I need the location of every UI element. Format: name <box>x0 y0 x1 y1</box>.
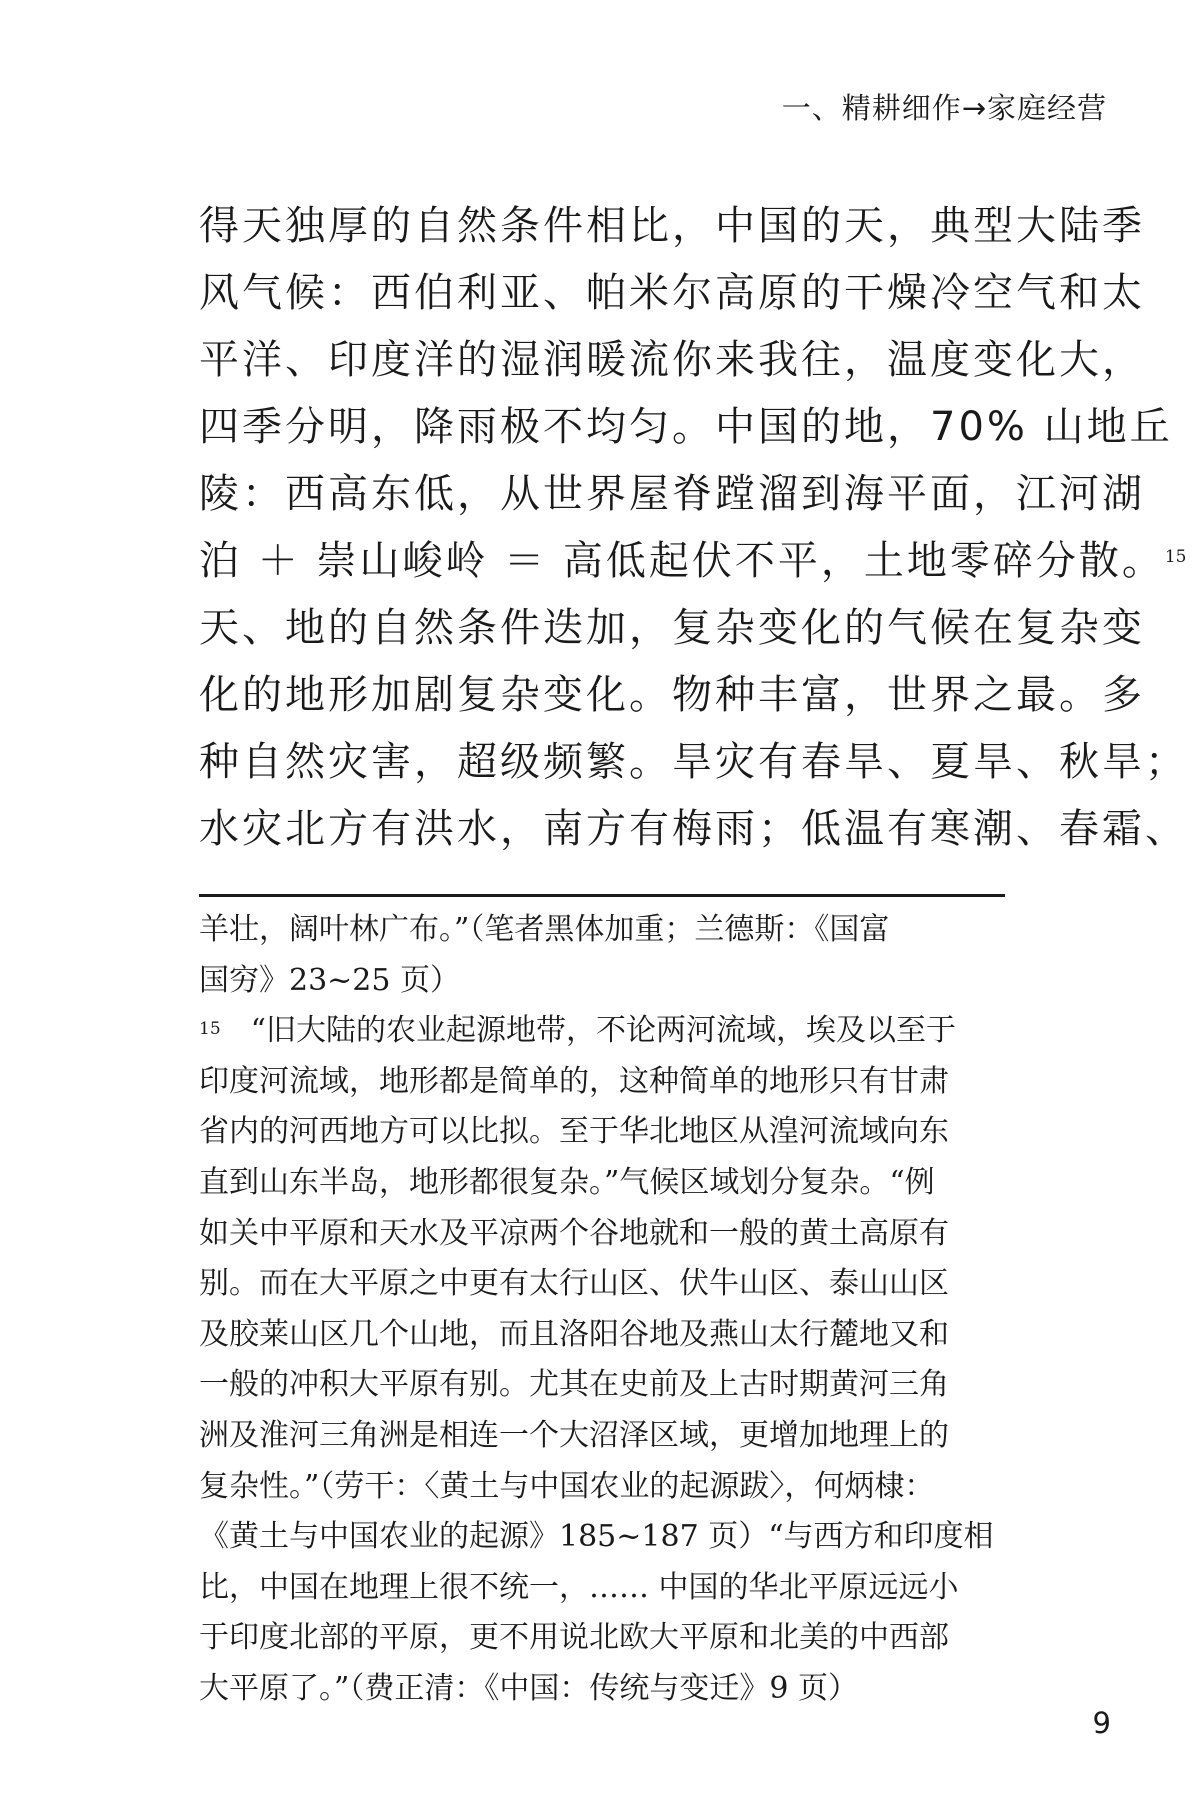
body-line: 化的地形加剧复杂变化。物种丰富，世界之最。多 <box>199 672 1145 718</box>
footnote-line: 印度河流域，地形都是简单的，这种简单的地形只有甘肃 <box>199 1063 949 1099</box>
footnote-line: 羊壮，阔叶林广布。”（笔者黑体加重；兰德斯：《国富 <box>199 912 890 947</box>
footnote-text: “旧大陆的农业起源地带，不论两河流域，埃及以至于 <box>250 1013 956 1049</box>
footnote-line: 省内的河西地方可以比拟。至于华北地区从湟河流域向东 <box>199 1114 949 1150</box>
footnote-line: 比，中国在地理上很不统一，…… 中国的华北平原远远小 <box>199 1569 959 1605</box>
body-line: 陵：西高东低，从世界屋脊蹚溜到海平面，江河湖 <box>199 471 1145 517</box>
page-number: 9 <box>1092 1706 1111 1740</box>
footnote-line: 一般的冲积大平原有别。尤其在史前及上古时期黄河三角 <box>199 1367 949 1403</box>
body-line: 种自然灾害，超级频繁。旱灾有春旱、夏旱、秋旱； <box>199 739 1188 785</box>
footnote-line: 洲及淮河三角洲是相连一个大沼泽区域，更增加地理上的 <box>199 1417 949 1453</box>
footnote-line: 大平原了。”（费正清：《中国：传统与变迁》9 页） <box>199 1670 858 1706</box>
footnotes-section <box>199 905 1029 1715</box>
footnote-line: 如关中平原和天水及平凉两个谷地就和一般的黄土高原有 <box>199 1215 949 1251</box>
footnote-line: 于印度北部的平原，更不用说北欧大平原和北美的中西部 <box>199 1620 949 1656</box>
footnote-number: 15 <box>199 1019 221 1040</box>
footnote-line: 复杂性。”（劳干：〈黄土与中国农业的起源跋〉，何炳棣： <box>199 1468 935 1504</box>
body-line: 天、地的自然条件迭加，复杂变化的气候在复杂变 <box>199 605 1145 651</box>
running-head: 一、精耕细作→家庭经营 <box>781 91 1107 125</box>
body-line: 得天独厚的自然条件相比，中国的天，典型大陆季 <box>199 203 1145 249</box>
body-line: 风气候：西伯利亚、帕米尔高原的干燥冷空气和太 <box>199 270 1145 316</box>
body-line-with-footnote-ref <box>199 528 1187 595</box>
body-line: 四季分明，降雨极不均匀。中国的地，70% 山地丘 <box>199 404 1173 450</box>
footnote-line: 国穷》23~25 页） <box>199 962 461 998</box>
footnote-line: 直到山东半岛，地形都很复杂。”气候区域划分复杂。“例 <box>199 1164 935 1200</box>
footnote-divider <box>199 894 1005 897</box>
main-body-text <box>199 193 1188 863</box>
footnote-line: 《黄土与中国农业的起源》185~187 页）“与西方和印度相 <box>199 1519 994 1555</box>
body-line: 水灾北方有洪水，南方有梅雨；低温有寒潮、春霜、 <box>199 806 1188 852</box>
body-line-text: 泊 ＋ 崇山峻岭 ＝ 高低起伏不平，土地零碎分散。 <box>199 538 1165 584</box>
footnote-reference: 15 <box>1164 547 1187 567</box>
body-line: 平洋、印度洋的湿润暖流你来我往，温度变化大， <box>199 337 1145 383</box>
footnote-line: 别。而在大平原之中更有太行山区、伏牛山区、泰山山区 <box>199 1266 949 1302</box>
footnote-line-start <box>199 1006 1029 1057</box>
footnote-line: 及胶莱山区几个山地，而且洛阳谷地及燕山太行麓地又和 <box>199 1316 949 1352</box>
